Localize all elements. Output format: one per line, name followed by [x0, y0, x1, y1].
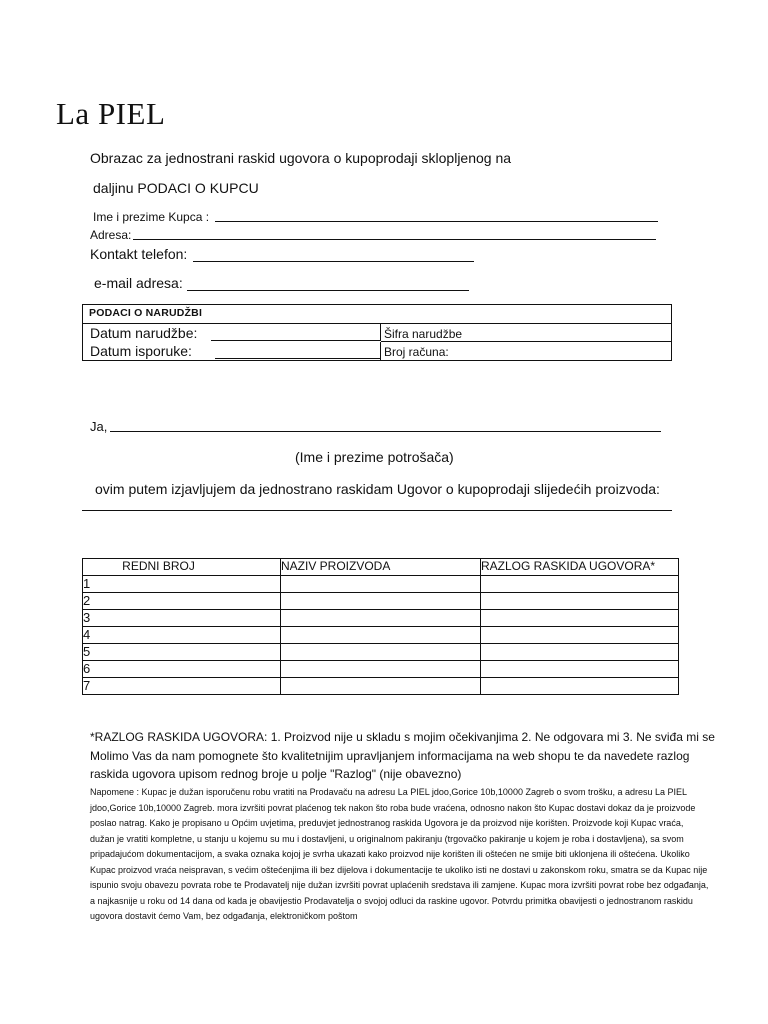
row-number-cell — [83, 661, 281, 678]
table-row — [83, 576, 679, 593]
reason-cell[interactable] — [481, 610, 679, 627]
order-details-title: PODACI O NARUDŽBI — [89, 307, 203, 319]
products-table — [82, 558, 679, 695]
row-number: 1 — [83, 576, 91, 591]
form-title-line1: Obrazac za jednostrani raskid ugovora o kupoprodaji sklopljenog na — [90, 150, 512, 166]
reason-cell[interactable] — [481, 678, 679, 695]
logo-text: La PIEL — [56, 96, 166, 131]
col-header-redni-broj: REDNI BROJ — [83, 559, 281, 576]
row-number: 4 — [83, 627, 91, 642]
products-table-header — [83, 559, 679, 576]
buyer-address-label: Adresa: — [90, 228, 132, 242]
declaration-underline — [82, 510, 672, 511]
consumer-name-field[interactable] — [110, 431, 661, 432]
row-number: 7 — [83, 678, 91, 693]
reason-cell[interactable] — [481, 661, 679, 678]
row-number-cell — [83, 576, 281, 593]
reason-cell[interactable] — [481, 593, 679, 610]
reason-cell[interactable] — [481, 627, 679, 644]
product-name-cell[interactable] — [281, 610, 481, 627]
delivery-date-field[interactable] — [215, 358, 381, 359]
order-code-label[interactable]: Šifra narudžbe — [384, 327, 463, 341]
order-date-field[interactable] — [211, 340, 381, 341]
table-row — [83, 644, 679, 661]
product-name-cell[interactable] — [281, 644, 481, 661]
col-header-naziv-proizvoda: NAZIV PROIZVODA — [281, 559, 481, 576]
product-name-cell[interactable] — [281, 593, 481, 610]
row-number: 2 — [83, 593, 91, 608]
table-row — [83, 627, 679, 644]
invoice-number-label[interactable]: Broj računa: — [384, 345, 449, 359]
row-number: 5 — [83, 644, 91, 659]
row-number: 6 — [83, 661, 91, 676]
order-box-inner-line — [381, 341, 671, 342]
row-number: 3 — [83, 610, 91, 625]
reason-cell[interactable] — [481, 644, 679, 661]
table-row — [83, 678, 679, 695]
table-row — [83, 610, 679, 627]
buyer-name-field[interactable] — [215, 221, 658, 222]
delivery-date-label: Datum isporuke: — [90, 343, 192, 359]
col-header-razlog-raskida: RAZLOG RASKIDA UGOVORA* — [481, 559, 679, 576]
invoice-divider — [380, 342, 381, 360]
buyer-phone-field[interactable] — [193, 261, 474, 262]
buyer-name-label: Ime i prezime Kupca : — [93, 210, 210, 224]
order-details-box — [82, 304, 672, 361]
reason-cell[interactable] — [481, 576, 679, 593]
row-number-cell — [83, 610, 281, 627]
buyer-address-field[interactable] — [133, 239, 656, 240]
product-name-cell[interactable] — [281, 627, 481, 644]
product-name-cell[interactable] — [281, 678, 481, 695]
table-row — [83, 593, 679, 610]
form-title-line2: daljinu PODACI O KUPCU — [93, 180, 259, 196]
declaration-ja-label: Ja, — [90, 419, 108, 434]
table-row — [83, 661, 679, 678]
row-number-cell — [83, 627, 281, 644]
notes-paragraph: Napomene : Kupac je dužan isporučenu robu vratiti na Prodavaču na adresu La PIEL jdoo,Gorice 10b,10000 Zagreb o svom trošku, a adresu La PIEL jdoo,Gorice 10b,10000 Zagreb. mora izvršiti povrat plaćenog tek nakon što roba bude vraćena, odnosno nakon što Kupac dostavi dokaz da je proizvode poslao natrag. Kako je propisano u Općim uvjetima, preduvjet jednostranog raskida Ugovora je da proizvod nije korišten. Proizvode koji Kupac vraća, dužan je vratiti kompletne, u stanju u kojemu su mu i dostavljeni, u originalnom pakiranju (trgovačko pakiranje u kojem je roba i dostavljena), sa svom pripadajućom dokumentacijom, a svaka oznaka kojoj je svrha ukazati kako proizvod nije korišten ili oštećen ne smije biti uklonjena ili oštećena. Ukoliko Kupac proizvod vraća neispravan, s većim oštećenjima ili bez dijelova i dokumentacije te ukoliko isti ne dostavi u zakonskom roku, smatra se da Kupac nije ispunio svoju obavezu povrata robe te Prodavatelj nije dužan izvršiti povrat uplaćenih sredstava ili zamjene. Kupac mora izvršiti povrat robe bez odgađanja, a najkasnije u roku od 14 dana od kada je obavijestio Prodavatelja o svojoj odluci da raskine ugovor. Potvrdu primitka obavijesti o jednostranom raskidu ugovora dostavit ćemo Vam, bez odgađanja, elektroničkom poštom — [90, 787, 709, 921]
row-number-cell — [83, 593, 281, 610]
product-name-cell[interactable] — [281, 576, 481, 593]
product-name-cell[interactable] — [281, 661, 481, 678]
consumer-name-hint: (Ime i prezime potrošača) — [295, 449, 454, 465]
row-number-cell — [83, 678, 281, 695]
reasons-paragraph: *RAZLOG RASKIDA UGOVORA: 1. Proizvod nije u skladu s mojim očekivanjima 2. Ne odgovara mi 3. Ne sviđa mi se Molimo Vas da nam pomognete što kvalitetnijim upravljanjem informacijama na web shopu te da navedete razlog raskida ugovora upisom rednog broje u polje "Razlog" (nije obavezno) — [90, 730, 715, 781]
buyer-email-label: e-mail adresa: — [94, 275, 183, 291]
buyer-phone-label: Kontakt telefon: — [90, 246, 188, 262]
order-date-label: Datum narudžbe: — [90, 325, 198, 341]
order-code-divider — [380, 324, 381, 341]
declaration-statement: ovim putem izjavljujem da jednostrano raskidam Ugovor o kupoprodaji slijedećih proizvoda: — [95, 481, 660, 497]
row-number-cell — [83, 644, 281, 661]
order-details-header — [83, 305, 671, 324]
buyer-email-field[interactable] — [187, 290, 469, 291]
